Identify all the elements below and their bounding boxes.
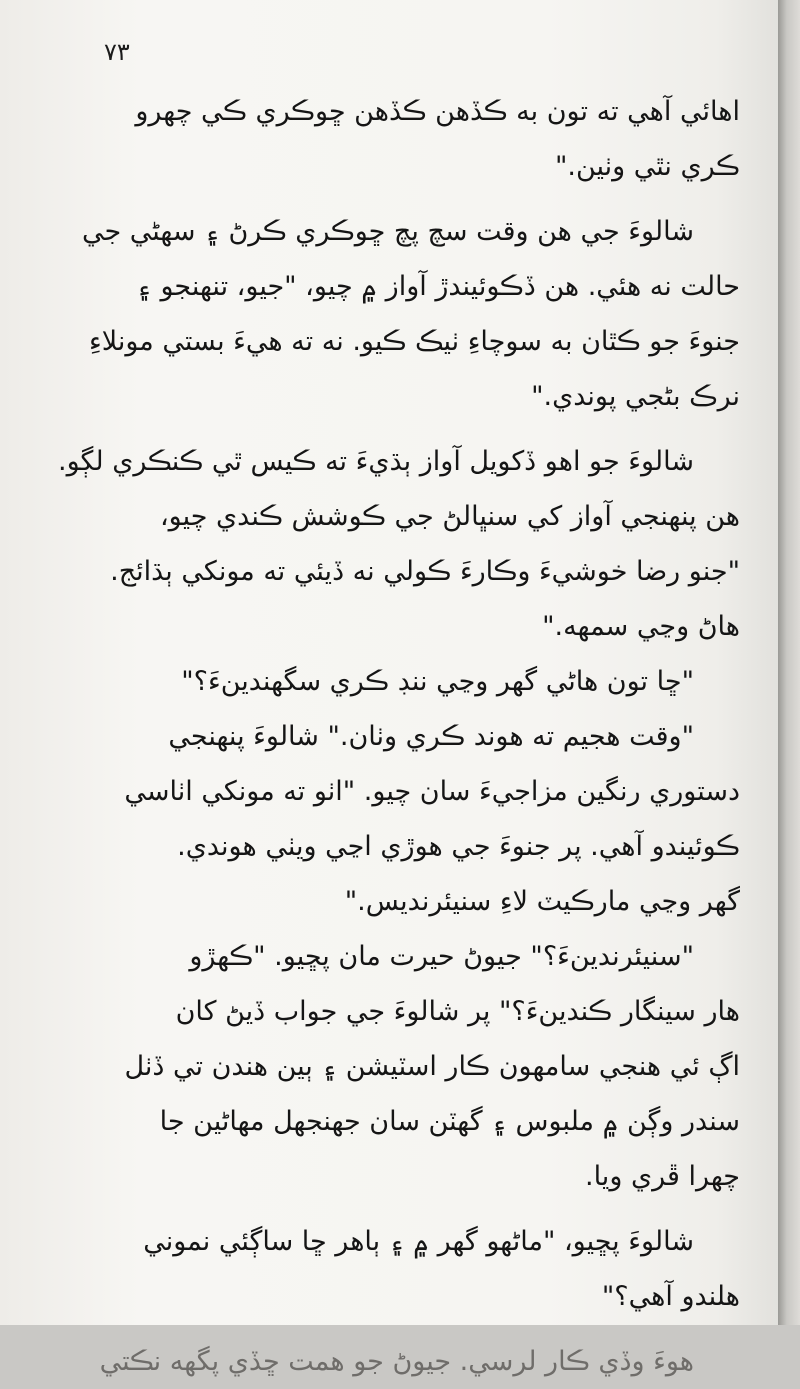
text-line: هوءَ وڏي ڪار لرسي. جيوڻ جو همت ڇڏي پگهه نڪتي [99, 1346, 694, 1377]
text-line: هن پنهنجي آواز کي سنڀالڻ جي ڪوشش ڪندي چيو، [159, 501, 740, 532]
text-line: گهر وڃي مارڪيٽ لاءِ سنيئرنديس." [344, 886, 740, 917]
text-line: "ڇا تون هاڻي گهر وڃي ننڊ ڪري سگهندينءَ؟" [181, 666, 694, 697]
text-line: ڪوئيندو آهي. پر جنوءَ جي هوڙي اڃي ويٺي هوندي. [177, 831, 740, 862]
text-line: نرڪ بڻجي پوندي." [531, 381, 740, 412]
text-line: شالوءَ جي هن وقت سچ پچ ڇوڪري ڪرڻ ۽ سهڻي جي [82, 216, 694, 247]
text-line: هار سينگار ڪندينءَ؟" پر شالوءَ جي جواب ڏيڻ کان [175, 996, 740, 1027]
text-line: شالوءَ پڇيو، "ماڻهو گهر ۾ ۽ ٻاهر ڇا ساڳئي نموني [143, 1226, 694, 1257]
text-line: حالت نه هئي. هن ڏڪوئيندڙ آواز ۾ چيو، "جيو، تنهنجو ۽ [136, 271, 740, 302]
text-line: "سنيئرندينءَ؟" جيوڻ حيرت مان پڇيو. "ڪهڙو [189, 941, 694, 972]
text-line: سندر وڳن ۾ ملبوس ۽ گهٽن سان جهنجهل مهاڻين جا [159, 1106, 740, 1137]
text-line: هلندو آهي؟" [601, 1281, 740, 1312]
page-edge-shadow [778, 0, 800, 1325]
text-line: "جنو رضا خوشيءَ وڪارءَ ڪولي نه ڏيئي ته مونکي ٻڌائج. [110, 556, 740, 587]
text-line: چهرا ڦري ويا. [585, 1161, 740, 1192]
text-line: شالوءَ جو اهو ڏکويل آواز ٻڌيءَ ته ڪيس ٿي ڪنڪري لڳو. [57, 446, 694, 477]
text-line: دستوري رنگين مزاجيءَ سان چيو. "اٺو ته مونکي اٺاسي [124, 776, 740, 807]
text-line: هاڻ وڃي سمهه." [542, 611, 740, 642]
page-number: ٧٣ [104, 38, 130, 66]
text-line: اڳ ئي هنجي سامهون ڪار اسٽيشن ۽ ٻين هندن تي ڏٺل [124, 1051, 740, 1082]
body-text [57, 84, 740, 1389]
text-line: "وقت هجيم ته هوند ڪري وٺان." شالوءَ پنهنجي [168, 721, 694, 752]
text-line: اهائي آهي ته تون به ڪڏهن ڪڏهن ڇوڪري ڪي چهرو [135, 96, 740, 127]
text-line: جنوءَ جو ڪٿان به سوچاءِ ٺيڪ ڪيو. نه ته هيءَ بستي مونلاءِ [89, 326, 740, 357]
text-line: ڪري نٿي وٺين." [554, 151, 740, 182]
